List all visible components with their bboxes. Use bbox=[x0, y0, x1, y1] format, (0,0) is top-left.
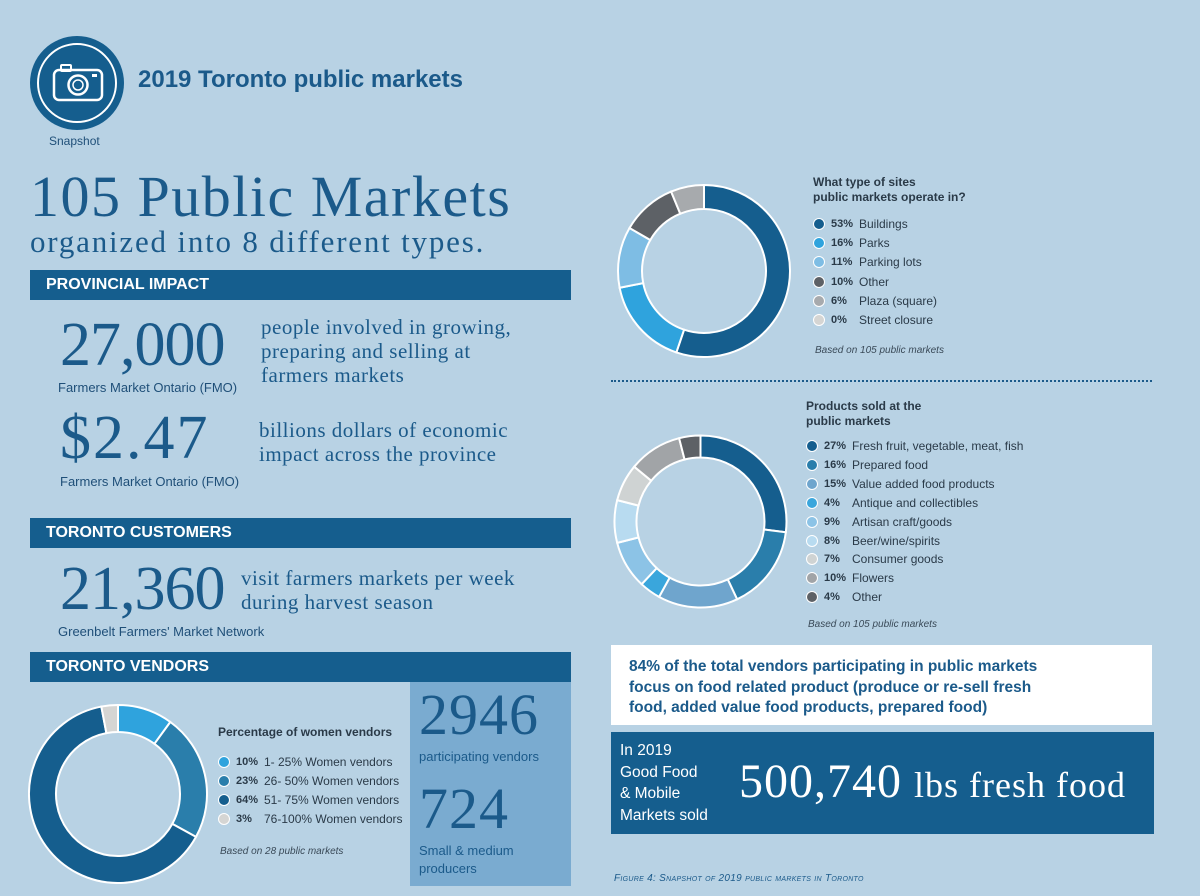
legend-swatch bbox=[218, 775, 230, 787]
legend-label: Plaza (square) bbox=[859, 293, 938, 308]
sites-chart-title-line: public markets operate in? bbox=[813, 190, 966, 204]
legend-item bbox=[806, 571, 894, 585]
products-chart-title-line: public markets bbox=[806, 414, 891, 428]
stat-economic-source: Farmers Market Ontario (FMO) bbox=[60, 474, 240, 489]
food-vendors-note-box bbox=[611, 645, 1152, 725]
legend-swatch bbox=[806, 440, 818, 452]
food-vendors-note-line: food, added value food products, prepared food) bbox=[629, 699, 988, 716]
legend-item bbox=[806, 515, 952, 529]
legend-swatch bbox=[813, 295, 825, 307]
stat-people-desc-line: people involved in growing, bbox=[261, 315, 512, 339]
customers-source: Greenbelt Farmers' Market Network bbox=[58, 624, 265, 639]
legend-percent: 4% bbox=[824, 591, 840, 604]
legend-percent: 3% bbox=[236, 813, 252, 825]
good-food-value bbox=[739, 754, 1126, 809]
customers-heading: TORONTO CUSTOMERS bbox=[30, 518, 571, 548]
headline-sub: organized into 8 different types. bbox=[30, 224, 486, 259]
legend-swatch bbox=[813, 237, 825, 249]
legend-item bbox=[813, 236, 890, 250]
legend-swatch bbox=[813, 218, 825, 230]
snapshot-label: Snapshot bbox=[49, 134, 100, 148]
legend-percent: 6% bbox=[831, 294, 847, 307]
legend-swatch bbox=[806, 572, 818, 584]
good-food-label-line: In 2019 bbox=[620, 742, 672, 759]
stat-people-desc-line: preparing and selling at bbox=[261, 339, 471, 363]
sites-chart-title bbox=[813, 175, 966, 205]
legend-item bbox=[218, 774, 399, 788]
headline-main: 105 Public Markets bbox=[30, 164, 512, 229]
good-food-number: 500,740 bbox=[739, 755, 902, 808]
good-food-box bbox=[611, 732, 1154, 834]
food-vendors-note-text bbox=[629, 657, 1037, 719]
stat-economic-desc-line: billions dollars of economic bbox=[259, 418, 509, 442]
camera-icon bbox=[52, 62, 104, 102]
figure-caption: Figure 4: Snapshot of 2019 public markets in Toronto bbox=[614, 873, 864, 884]
legend-percent: 11% bbox=[831, 256, 853, 269]
legend-item bbox=[218, 793, 399, 807]
stat-economic-desc bbox=[259, 418, 508, 466]
legend-item bbox=[806, 552, 943, 566]
legend-label: 51- 75% Women vendors bbox=[264, 793, 400, 807]
stat-economic-value: $2.47 bbox=[60, 404, 210, 472]
legend-percent: 64% bbox=[236, 794, 259, 806]
legend-swatch bbox=[806, 553, 818, 565]
legend-label: Buildings bbox=[859, 217, 908, 231]
legend-percent: 16% bbox=[824, 458, 847, 471]
legend-swatch bbox=[218, 756, 230, 768]
stat-people-desc-line: farmers markets bbox=[261, 363, 405, 387]
legend-percent: 10% bbox=[824, 572, 847, 585]
legend-item bbox=[813, 294, 937, 308]
legend-label: 76-100% Women vendors bbox=[264, 812, 403, 826]
legend-swatch bbox=[813, 276, 825, 288]
women-vendors-note: Based on 28 public markets bbox=[220, 846, 344, 857]
legend-percent: 10% bbox=[831, 275, 854, 288]
legend-item bbox=[806, 458, 928, 472]
legend-item bbox=[813, 313, 933, 327]
sites-chart-title-line: What type of sites bbox=[813, 175, 916, 189]
legend-percent: 23% bbox=[236, 775, 259, 787]
customers-desc-line: during harvest season bbox=[241, 590, 434, 614]
legend-item bbox=[806, 439, 1023, 453]
legend-label: Fresh fruit, vegetable, meat, fish bbox=[852, 439, 1024, 453]
food-vendors-note-line: focus on food related product (produce or re-sell fresh bbox=[629, 678, 1032, 696]
good-food-label-line: Markets sold bbox=[620, 806, 708, 824]
legend-label: Antique and collectibles bbox=[852, 495, 979, 510]
legend-swatch bbox=[813, 256, 825, 268]
legend-swatch bbox=[218, 794, 230, 806]
legend-swatch bbox=[806, 497, 818, 509]
vendors-producers-value: 724 bbox=[419, 776, 509, 841]
legend-swatch bbox=[806, 478, 818, 490]
vendors-producers-label-line: producers bbox=[419, 861, 477, 876]
legend-label: 26- 50% Women vendors bbox=[264, 774, 400, 788]
vendors-producers-label-line: Small & medium bbox=[419, 843, 514, 858]
legend-label: Flowers bbox=[852, 571, 895, 586]
stat-economic-desc-line: impact across the province bbox=[259, 442, 497, 466]
legend-percent: 53% bbox=[831, 218, 854, 230]
legend-percent: 7% bbox=[824, 553, 840, 566]
stat-people-desc bbox=[261, 315, 511, 387]
provincial-impact-heading: PROVINCIAL IMPACT bbox=[30, 270, 571, 300]
legend-swatch bbox=[806, 459, 818, 471]
legend-percent: 10% bbox=[236, 756, 259, 768]
legend-item bbox=[813, 255, 922, 269]
legend-percent: 9% bbox=[824, 515, 840, 528]
vendors-participating-value: 2946 bbox=[419, 682, 539, 747]
products-chart-title-line: Products sold at the bbox=[806, 399, 922, 413]
legend-swatch bbox=[813, 314, 825, 326]
legend-item bbox=[806, 477, 995, 491]
legend-percent: 15% bbox=[824, 477, 847, 490]
legend-item bbox=[806, 534, 940, 548]
legend-percent: 8% bbox=[824, 534, 840, 547]
legend-label: Parking lots bbox=[859, 255, 922, 270]
donut-slice bbox=[659, 578, 737, 608]
legend-percent: 4% bbox=[824, 496, 840, 509]
legend-label: Value added food products bbox=[852, 476, 995, 491]
legend-label: Consumer goods bbox=[852, 552, 944, 567]
donut-slice bbox=[630, 192, 681, 240]
page-title: 2019 Toronto public markets bbox=[138, 66, 463, 93]
legend-item bbox=[813, 275, 889, 289]
donut-slice bbox=[701, 436, 787, 533]
good-food-label-line: Good Food bbox=[620, 763, 698, 781]
legend-item bbox=[813, 217, 908, 231]
legend-item bbox=[218, 755, 393, 769]
donut-slice bbox=[615, 500, 639, 543]
sites-donut-chart bbox=[616, 183, 792, 359]
snapshot-badge bbox=[30, 36, 124, 130]
legend-label: Street closure bbox=[859, 313, 934, 327]
section-divider bbox=[611, 380, 1152, 382]
legend-item bbox=[806, 496, 978, 510]
products-donut-chart bbox=[612, 433, 789, 610]
legend-label: Beer/wine/spirits bbox=[852, 533, 941, 548]
donut-slice bbox=[728, 530, 786, 600]
legend-swatch bbox=[806, 591, 818, 603]
legend-percent: 0% bbox=[831, 314, 847, 326]
women-vendors-title: Percentage of women vendors bbox=[218, 725, 393, 739]
vendors-heading: TORONTO VENDORS bbox=[30, 652, 571, 682]
legend-label: Parks bbox=[859, 236, 890, 251]
good-food-unit: lbs fresh food bbox=[914, 765, 1126, 805]
stat-people-value: 27,000 bbox=[60, 311, 225, 379]
food-vendors-note-line: 84% of the total vendors participating in public markets bbox=[629, 658, 1038, 675]
stat-people-source: Farmers Market Ontario (FMO) bbox=[58, 380, 238, 395]
products-note: Based on 105 public markets bbox=[808, 619, 937, 630]
vendors-producers-label bbox=[419, 842, 514, 878]
legend-swatch bbox=[806, 516, 818, 528]
products-chart-title bbox=[806, 399, 921, 429]
legend-item bbox=[218, 812, 403, 826]
legend-swatch bbox=[806, 535, 818, 547]
sites-note: Based on 105 public markets bbox=[815, 345, 944, 356]
legend-item bbox=[806, 590, 882, 604]
legend-percent: 27% bbox=[824, 440, 847, 452]
legend-percent: 16% bbox=[831, 237, 854, 250]
legend-label: Other bbox=[859, 274, 890, 289]
legend-label: Prepared food bbox=[852, 457, 929, 472]
customers-desc bbox=[241, 566, 515, 614]
customers-desc-line: visit farmers markets per week bbox=[241, 566, 515, 590]
vendors-participating-label: participating vendors bbox=[419, 749, 539, 764]
donut-slice bbox=[620, 283, 684, 352]
legend-label: Other bbox=[852, 590, 883, 605]
legend-label: Artisan craft/goods bbox=[852, 514, 953, 529]
good-food-label-line: & Mobile bbox=[620, 785, 681, 802]
women-vendors-donut-chart bbox=[28, 704, 208, 884]
donut-slice bbox=[154, 722, 207, 837]
customers-value: 21,360 bbox=[60, 555, 225, 623]
legend-swatch bbox=[218, 813, 230, 825]
legend-label: 1- 25% Women vendors bbox=[264, 755, 393, 769]
good-food-label bbox=[620, 740, 708, 826]
